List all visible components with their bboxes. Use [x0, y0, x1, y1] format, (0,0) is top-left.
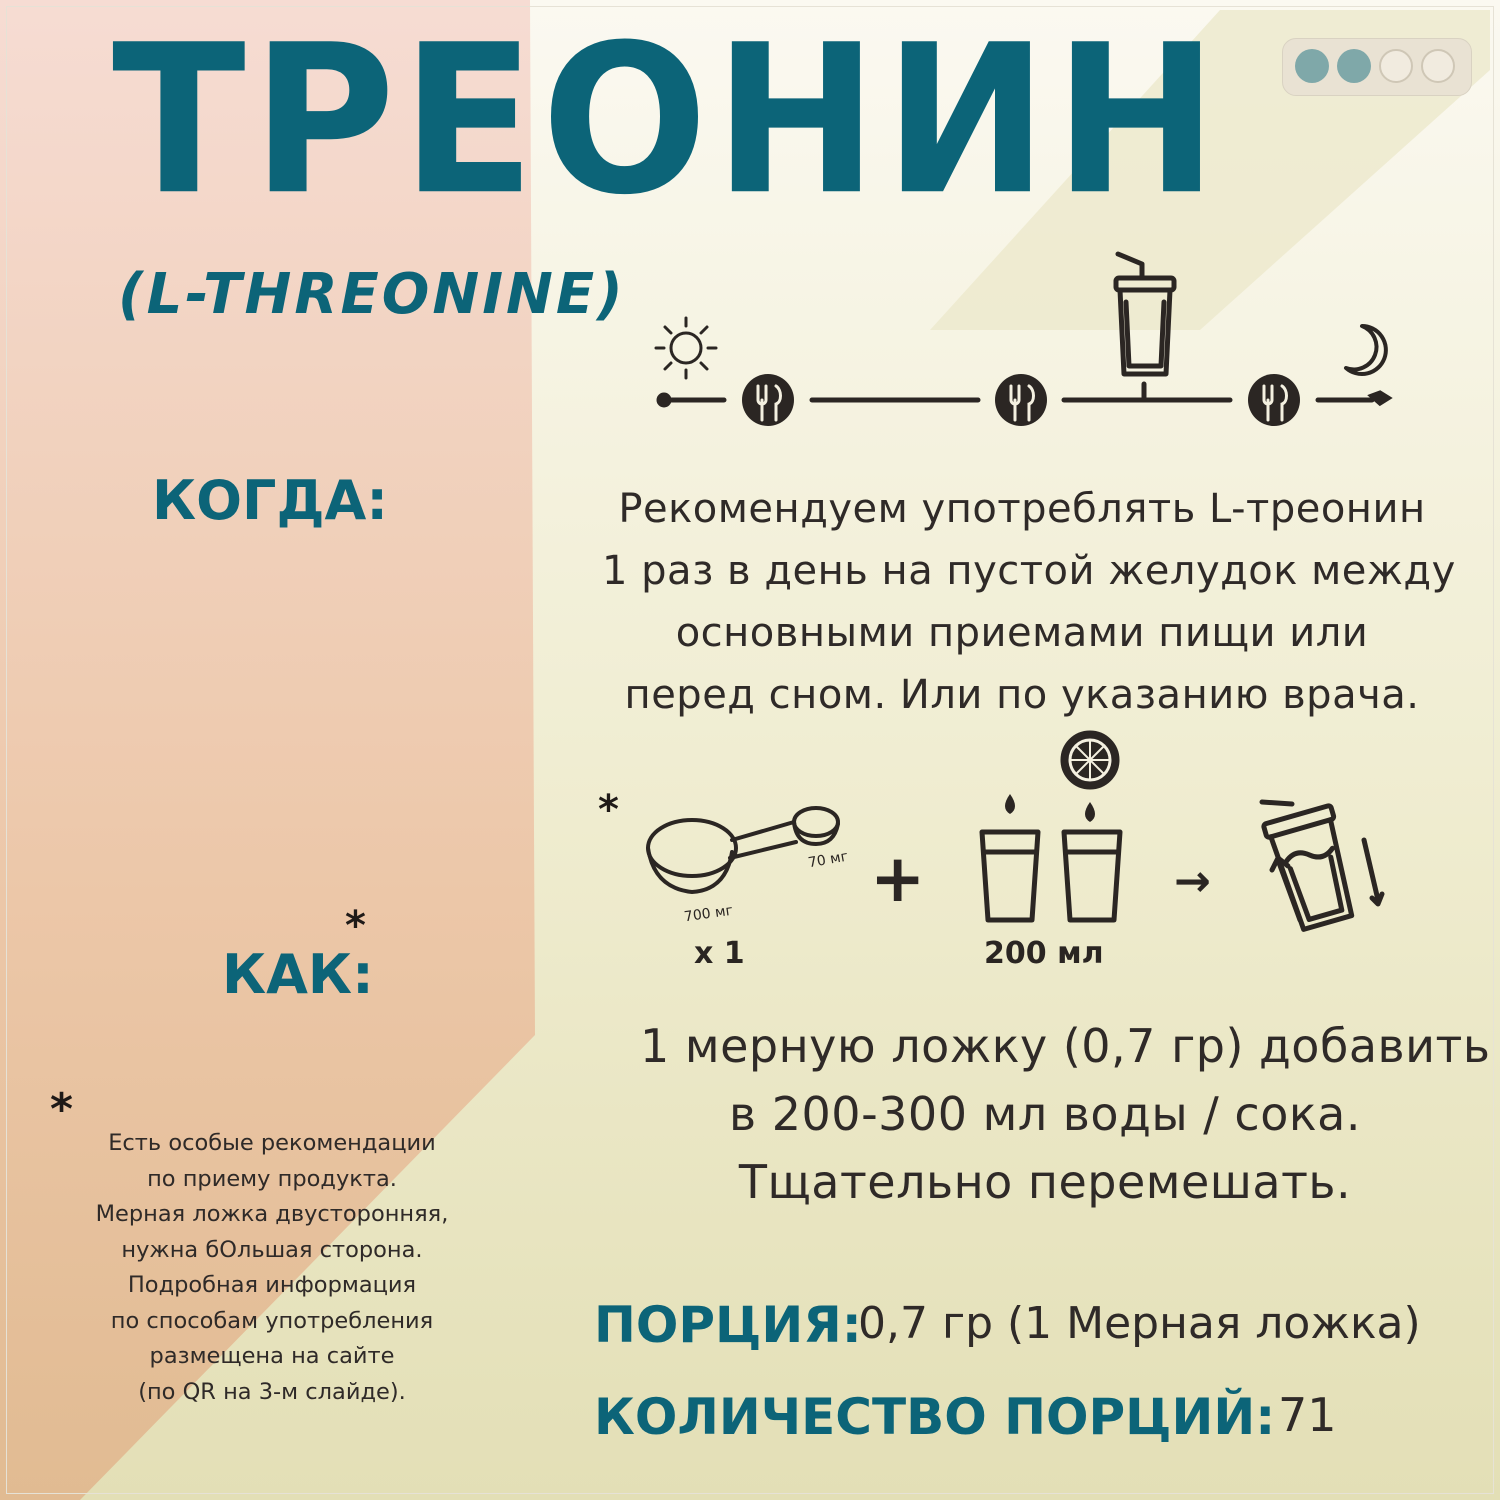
water-volume: 200 мл [984, 936, 1104, 971]
serving-label: ПОРЦИЯ: [594, 1296, 862, 1354]
when-label: КОГДА: [152, 469, 388, 532]
how-line: 1 мерную ложку (0,7 гр) добавить [640, 1019, 1491, 1073]
scoop-count: x 1 [694, 936, 745, 971]
special-recommendations-note [82, 1126, 462, 1410]
product-subtitle: (L-THREONINE) [118, 262, 626, 327]
shake-icon [1256, 790, 1396, 940]
meal-icon [1248, 374, 1300, 426]
note-line: Подробная информация [127, 1272, 417, 1298]
slide-pagination[interactable] [1282, 38, 1472, 96]
how-line: Тщательно перемешать. [738, 1155, 1352, 1209]
when-instructions [602, 478, 1456, 726]
daily-timeline [650, 252, 1390, 442]
pagination-dot-4[interactable] [1421, 49, 1455, 83]
how-star: * [345, 903, 366, 949]
note-line: нужна бОльшая сторона. [121, 1236, 423, 1263]
scoop-small-label: 70 мг [806, 848, 850, 872]
note-line: Есть особые рекомендации [108, 1130, 436, 1156]
meal-icon [995, 374, 1047, 426]
when-line: перед сном. Или по указанию врача. [624, 672, 1420, 718]
glass-icon [1064, 832, 1120, 920]
servings-count-label: КОЛИЧЕСТВО ПОРЦИЙ: [594, 1388, 1276, 1446]
servings-count-value: 71 [1278, 1388, 1337, 1442]
note-line: по приему продукта. [147, 1165, 397, 1192]
pagination-dot-3[interactable] [1379, 49, 1413, 83]
glass-icon [982, 832, 1038, 920]
when-line: Рекомендуем употреблять L-треонин [618, 486, 1426, 532]
product-title: ТРЕОНИН [112, 1, 1224, 241]
lemon-icon [1062, 732, 1118, 788]
plus-sign: + [870, 840, 926, 917]
note-line: по способам употребления [110, 1307, 434, 1334]
scoop-large-label: 700 мг [683, 902, 734, 926]
arrow-icon: → [1174, 856, 1211, 907]
drop-icon [1005, 794, 1095, 822]
moon-icon [1346, 326, 1386, 374]
pagination-dot-1[interactable] [1295, 49, 1329, 83]
meal-icon [742, 374, 794, 426]
note-star: * [50, 1084, 74, 1135]
when-line: основными приемами пищи или [675, 610, 1369, 656]
sun-icon [656, 318, 716, 378]
note-line: Мерная ложка двусторонняя, [95, 1201, 449, 1227]
note-line: (по QR на 3-м слайде). [138, 1378, 406, 1405]
scoop-star: * [598, 787, 619, 833]
shaker-icon [1116, 254, 1174, 374]
how-instructions [640, 1012, 1491, 1216]
how-label: КАК: [222, 943, 374, 1006]
note-line: размещена на сайте [149, 1343, 395, 1369]
pagination-dot-2[interactable] [1337, 49, 1371, 83]
how-line: в 200-300 мл воды / сока. [729, 1087, 1361, 1141]
when-line: 1 раз в день на пустой желудок между [602, 548, 1456, 594]
water-glasses [972, 728, 1142, 928]
serving-value: 0,7 гр (1 Мерная ложка) [858, 1298, 1421, 1349]
